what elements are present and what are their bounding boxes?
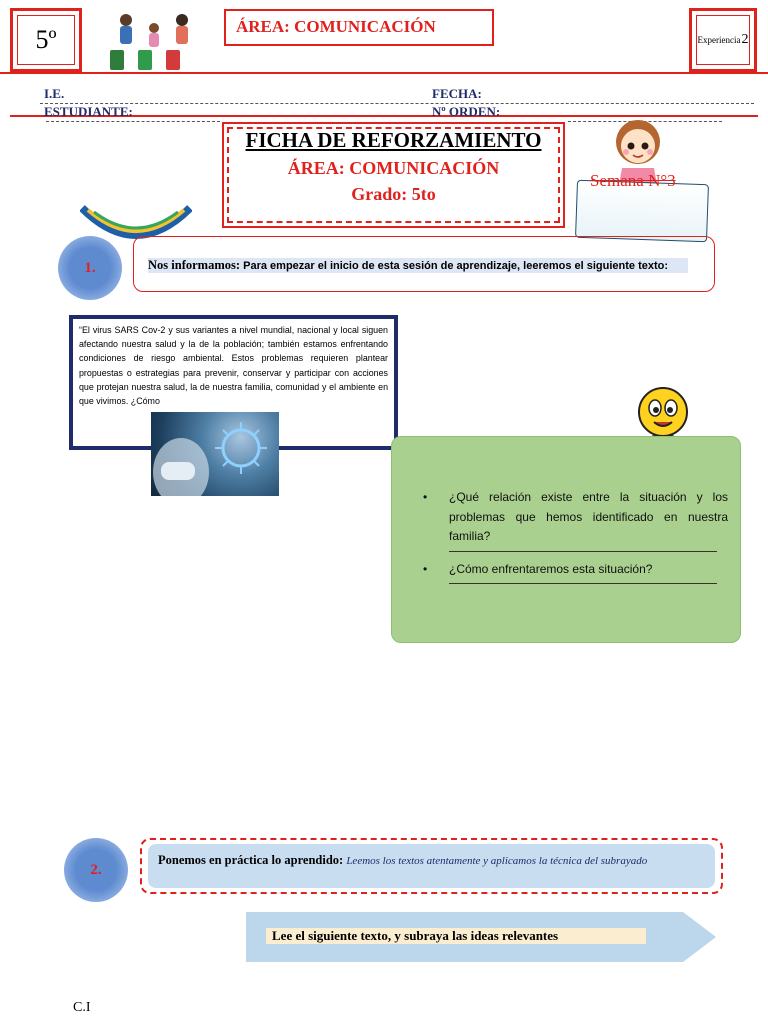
section-2-number: 2. — [90, 861, 102, 878]
section-2-heading: Ponemos en práctica lo aprendido: — [158, 853, 344, 867]
answer-line — [449, 583, 717, 584]
section-2-text — [158, 852, 706, 869]
grade-box — [10, 8, 82, 72]
section-1-circle — [58, 236, 122, 300]
title-area: ÁREA: COMUNICACIÓN — [287, 158, 500, 178]
section-1-text — [148, 258, 688, 273]
area-header: ÁREA: COMUNICACIÓN — [224, 9, 494, 46]
title-block — [222, 122, 565, 228]
title-grado: Grado: 5to — [351, 184, 436, 204]
title-main: FICHA DE REFORZAMIENTO — [245, 128, 542, 152]
grade-label: 5º — [35, 25, 57, 54]
semana-label: Semana N°3 — [590, 171, 676, 190]
virus-image — [151, 412, 279, 496]
section-1-instruction: Para empezar el inicio de esta sesión de aprendizaje, leeremos el siguiente texto: — [243, 260, 669, 272]
section-2-instruction: Leemos los textos atentamente y aplicamos la técnica del subrayado — [346, 855, 648, 867]
meta-line-2a — [46, 121, 220, 122]
question-item: • ¿Cómo enfrentaremos esta situación? — [423, 560, 728, 580]
questions-list — [423, 488, 728, 592]
footer-text: C.I — [73, 1000, 91, 1015]
section-2-circle — [64, 838, 128, 902]
instruction-banner-label: Lee el siguiente texto, y subraya las ideas relevantes — [266, 928, 646, 944]
answer-line — [449, 551, 717, 552]
section-1-number: 1. — [84, 259, 96, 276]
virus-illustration — [151, 412, 279, 496]
meta-line-1 — [40, 103, 754, 104]
header-divider — [0, 72, 768, 74]
experience-box — [689, 8, 757, 72]
estudiante-label: ESTUDIANTE: — [44, 104, 133, 119]
kids-recycling-illustration — [104, 10, 196, 74]
experience-number: 2 — [741, 32, 749, 47]
question-item: • ¿Qué relación existe entre la situación y los problemas que hemos identificado en nuestra familia? — [423, 488, 728, 547]
orden-label: Nº ORDEN: — [432, 104, 501, 119]
experience-label: Experiencia — [697, 35, 741, 45]
ie-label: I.E. — [44, 86, 65, 101]
quote-box: “El virus SARS Cov-2 y sus variantes a nivel mundial, nacional y local siguen afectando nuestra salud y la de la población; también estamos enfrentando condiciones de riesgo ambiental. Estos problemas requieren plantear propuestas o estrategias para prevenir, conservar y participar con acciones que protejan nuestra salud, la de nuestra familia, comunidad y el ambiente en que vivimos. ¿Cómo — [69, 315, 398, 450]
fecha-label: FECHA: — [432, 86, 482, 101]
section-1-heading: Nos informamos: — [148, 258, 241, 272]
